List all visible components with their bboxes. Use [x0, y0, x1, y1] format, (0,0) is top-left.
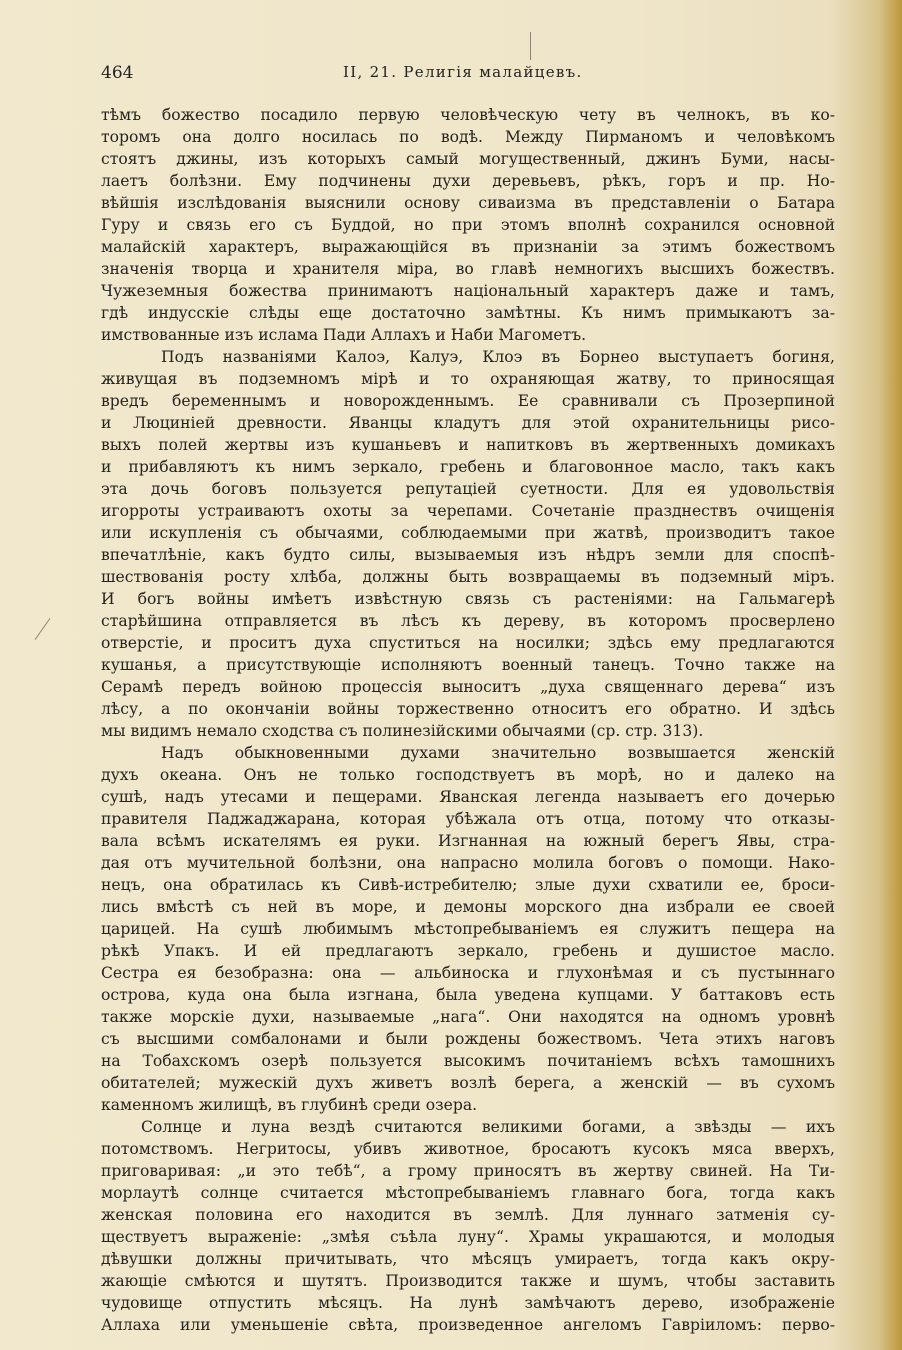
text-line: или искупленія съ обычаями, соблюдаемыми при жатвѣ, производитъ такое [101, 524, 835, 542]
text-line: старѣйшина отправляется въ лѣсъ къ дереву, въ которомъ просверлено [101, 612, 835, 630]
text-line: игорроты устраиваютъ охоты за черепами. Сочетаніе празднествъ очищенія [101, 502, 835, 520]
text-line: кушанья, а присутствующіе исполняютъ военный танецъ. Точно также на [101, 656, 835, 674]
text-line: малайскій характеръ, выражающійся въ признаніи за этимъ божествомъ [101, 238, 835, 256]
text-line: Гуру и связь его съ Буддой, но при этомъ вполнѣ сохранился основной [101, 216, 835, 234]
text-line: тѣмъ божество посадило первую человѣческую чету въ челнокъ, въ ко- [101, 106, 835, 124]
text-line: съ высшими сомбалонами и были рождены божествомъ. Чета этихъ наговъ [101, 1030, 835, 1048]
text-line: ществуетъ выраженіе: „змѣя съѣла луну“. Храмы украшаются, и молодыя [101, 1228, 835, 1246]
text-line: обитателей; мужескій духъ живетъ возлѣ берега, а женскій — въ сухомъ [101, 1074, 835, 1092]
text-line: Сестра ея безобразна: она — альбиноска и глухонѣмая и съ пустыннаго [101, 964, 835, 982]
text-line: также морскіе духи, называемые „нага“. Они находятся на одномъ уровнѣ [101, 1008, 835, 1026]
page-header [101, 63, 835, 87]
text-line: значенія творца и хранителя міра, во главѣ немногихъ высшихъ божествъ. [101, 260, 835, 278]
text-line: гдѣ индусскіе слѣды еще достаточно замѣтны. Къ нимъ примыкаютъ за- [101, 304, 835, 322]
text-line: женская половина его находится въ землѣ. Для луннаго затменія су- [101, 1206, 835, 1224]
text-line: дая отъ мучительной болѣзни, она напрасно молила боговъ о помощи. Нако- [101, 854, 835, 872]
text-line: и Люциніей древности. Яванцы кладутъ для этой охранительницы рисо- [101, 414, 835, 432]
text-line: торомъ она долго носилась по водѣ. Между Пирманомъ и человѣкомъ [101, 128, 835, 146]
text-line: отверстіе, и проситъ духа спуститься на носилки; здѣсь ему предлагаются [101, 634, 835, 652]
text-line: вѣйшія изслѣдованія выяснили основу сиваизма въ представленіи о Батара [101, 194, 835, 212]
text-line: имствованные изъ ислама Пади Аллахъ и Наби Магометъ. [101, 326, 587, 344]
text-line: рѣкѣ Упакъ. И ей предлагаютъ зеркало, гребень и душистое масло. [101, 942, 835, 960]
text-line: правителя Паджаджарана, которая убѣжала отъ отца, потому что отказы- [101, 810, 835, 828]
text-line: жающіе смѣются и шутятъ. Производится также и шумъ, чтобы заставить [101, 1272, 835, 1290]
text-line: Чужеземныя божества принимаютъ національный характеръ даже и тамъ, [101, 282, 835, 300]
text-line: потомствомъ. Негритосы, убивъ животное, бросаютъ кусокъ мяса вверхъ, [101, 1140, 835, 1158]
text-line: дѣвушки должны причитывать, что мѣсяцъ умираетъ, тогда какъ окру- [101, 1250, 835, 1268]
page-edge-tint [880, 0, 902, 1350]
text-line: лись вмѣстѣ съ ней въ море, и демоны морского дна избрали ее своей [101, 898, 835, 916]
text-line: шествованія росту хлѣба, должны быть возвращаемы въ подземный міръ. [101, 568, 835, 586]
text-line: мы видимъ немало сходства съ полинезійскими обычаями (ср. стр. 313). [101, 722, 704, 740]
text-line: впечатлѣніе, какъ будто силы, вызываемыя изъ нѣдръ земли для споспѣ- [101, 546, 835, 564]
text-line: острова, куда она была изгнана, была уведена купцами. У баттаковъ есть [101, 986, 835, 1004]
text-line: выхъ полей жертвы изъ кушаньевъ и напитковъ въ жертвенныхъ домикахъ [101, 436, 835, 454]
text-line: чудовище отпустить мѣсяцъ. На лунѣ замѣчаютъ дерево, изображеніе [101, 1294, 835, 1312]
binding-mark [530, 32, 531, 60]
text-line: на Тобахскомъ озерѣ пользуется высокимъ почитаніемъ всѣхъ тамошнихъ [101, 1052, 835, 1070]
text-line: эта дочь боговъ пользуется репутаціей суетности. Для ея удовольствія [101, 480, 835, 498]
text-line: живущая въ подземномъ мірѣ и то охраняющая жатву, то приносящая [101, 370, 835, 388]
text-line: морлаутѣ солнце считается мѣстопребываніемъ главнаго бога, тогда какъ [101, 1184, 835, 1202]
text-line: сушѣ, надъ утесами и пещерами. Яванская легенда называетъ его дочерью [101, 788, 835, 806]
text-line: Надъ обыкновенными духами значительно возвышается женскій [161, 744, 835, 762]
text-line: царицей. На сушѣ любимымъ мѣстопребываніемъ ея служитъ пещера на [101, 920, 835, 938]
text-line: Подъ названіями Калоэ, Калуэ, Клоэ въ Борнео выступаетъ богиня, [161, 348, 835, 366]
text-line: вала всѣмъ искателямъ ея руки. Изгнанная на южный берегъ Явы, стра- [101, 832, 835, 850]
text-line: нецъ, она обратилась къ Сивѣ-истребителю; злые духи схватили ее, броси- [101, 876, 835, 894]
text-line: духъ океана. Онъ не только господствуетъ въ морѣ, но и далеко на [101, 766, 835, 784]
text-line: Солнце и луна вездѣ считаются великими богами, а звѣзды — ихъ [141, 1118, 835, 1136]
text-line: Аллаха или уменьшеніе свѣта, произведенное ангеломъ Гавріиломъ: перво- [101, 1316, 835, 1334]
body-text [101, 104, 835, 1336]
text-line: вредъ беременнымъ и новорожденнымъ. Ее сравнивали съ Прозерпиной [101, 392, 835, 410]
text-line: лаетъ болѣзни. Ему подчинены духи деревьевъ, рѣкъ, горъ и пр. Но- [101, 172, 835, 190]
text-line: И богъ войны имѣетъ извѣстную связь съ растеніями: на Гальмагерѣ [101, 590, 835, 608]
running-head: II, 21. Религія малайцевъ. [343, 63, 583, 81]
text-line: и прибавляютъ къ нимъ зеркало, гребень и благовонное масло, такъ какъ [101, 458, 835, 476]
text-line: приговаривая: „и это тебѣ“, а грому приносятъ въ жертву свиней. На Ти- [101, 1162, 835, 1180]
text-line: Серамѣ передъ войною процессія выноситъ „духа священнаго дерева“ изъ [101, 678, 835, 696]
text-line: стоятъ джины, изъ которыхъ самый могущественный, джинъ Буми, насы- [101, 150, 835, 168]
text-line: лѣсу, а по окончаніи войны торжественно относитъ его обратно. И здѣсь [101, 700, 835, 718]
binding-mark [35, 618, 51, 640]
text-line: каменномъ жилищѣ, въ глубинѣ среди озера. [101, 1096, 478, 1114]
page-number: 464 [101, 63, 134, 83]
